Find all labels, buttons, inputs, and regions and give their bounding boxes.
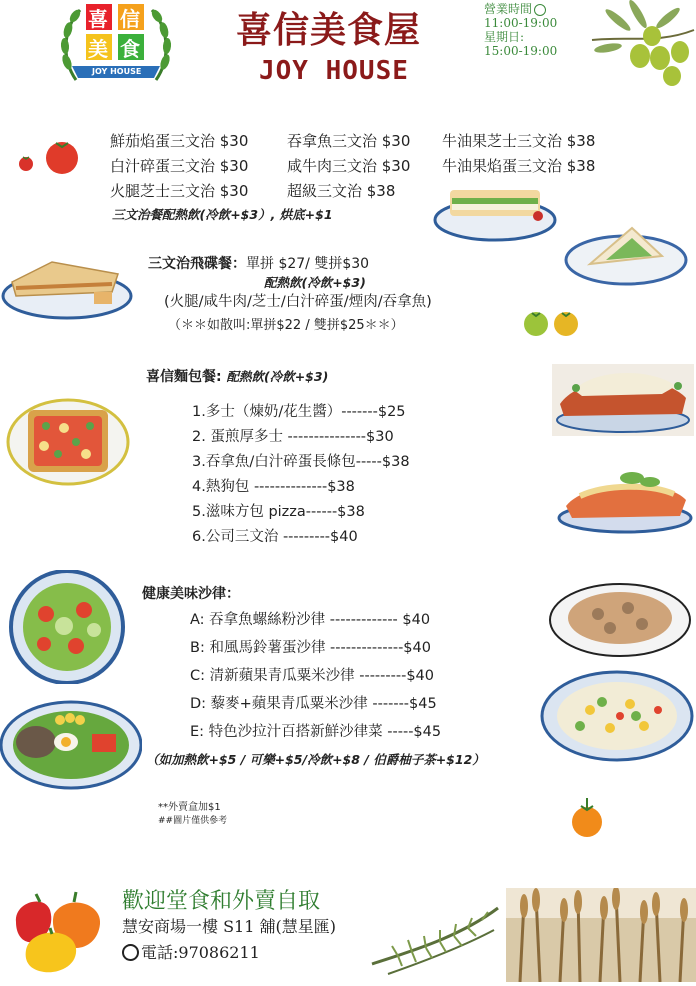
sandwich-item: 吞拿魚三文治 $30 <box>287 132 411 150</box>
logo <box>58 0 174 90</box>
tomatoes-image <box>18 138 80 178</box>
egg-roll-image <box>552 364 694 436</box>
salad-item: B: 和風馬鈴薯蛋沙律 --------------$40 <box>190 640 431 656</box>
logo-banner-text: JOY HOUSE <box>92 67 142 76</box>
phone-line <box>122 940 260 963</box>
pizza-toast-image <box>6 396 130 486</box>
wheat-field-image <box>506 888 696 982</box>
welcome-text: 歡迎堂食和外賣自取 <box>122 889 321 914</box>
orange-tomato-image <box>570 794 604 840</box>
salad-item: C: 清新蘋果青瓜粟米沙律 ---------$40 <box>190 668 434 684</box>
sandwich-bowl-image <box>562 220 690 286</box>
sandwich-item: 牛油果焰蛋三文治 $38 <box>442 157 596 175</box>
garden-salad-image <box>6 570 128 684</box>
laurel-wreath-icon <box>58 0 174 90</box>
bread-item: 4.熱狗包 --------------$38 <box>192 479 355 495</box>
hours-sunday: 15:00-19:00 <box>484 44 558 58</box>
phone-number: 電話:97086211 <box>141 943 260 962</box>
olive-branch-image <box>588 0 696 92</box>
clock-icon <box>534 4 546 16</box>
salad-title: 健康美味沙律： <box>142 586 240 602</box>
flying-saucer-title: 三文治飛碟餐：單拼 $27/ 雙拼$30 <box>148 256 370 272</box>
sandwich-item: 白汁碎蛋三文治 $30 <box>110 157 249 175</box>
sandwich-item: 咸牛肉三文治 $30 <box>287 157 411 175</box>
takeaway-box-note: **外賣盒加$1 <box>158 802 221 813</box>
sandwich-plate-image <box>432 180 558 242</box>
rosemary-image <box>368 890 502 978</box>
hours-label: 營業時間 <box>484 2 533 16</box>
opening-hours <box>484 2 557 58</box>
flying-saucer-plate-image <box>0 252 134 322</box>
whatsapp-icon <box>122 944 139 961</box>
bread-item: 6.公司三文治 ---------$40 <box>192 529 358 545</box>
tuna-pasta-salad-image <box>548 578 692 658</box>
salad-item: D: 藜麥+蘋果青瓜粟米沙律 -------$45 <box>190 696 437 712</box>
cherry-tomatoes-image <box>522 308 582 338</box>
address-text: 慧安商場一樓 S11 舖(慧星匯) <box>122 917 336 936</box>
bread-set-drink: 配熱飲(冷飲+$3) <box>226 369 329 384</box>
sandwich-item: 牛油果芝士三文治 $38 <box>442 132 596 150</box>
salad-item: E: 特色沙拉汁百搭新鮮沙律菜 -----$45 <box>190 724 442 740</box>
sunday-label: 星期日: <box>484 30 525 44</box>
flying-saucer-drink: 配熱飲(冷飲+$3) <box>264 275 366 290</box>
sandwich-item: 火腿芝士三文治 $30 <box>110 182 249 200</box>
photo-reference-note: ##圖片僅供參考 <box>158 816 228 826</box>
logo-char-4: 食 <box>120 37 140 61</box>
flying-saucer-takeaway-price: （＊＊如散叫:單拼$22 / 雙拼$25＊＊） <box>168 318 404 333</box>
logo-char-3: 美 <box>88 37 108 61</box>
quinoa-salad-image <box>0 700 142 790</box>
restaurant-name-english: JOY HOUSE <box>259 56 409 86</box>
flying-saucer-fillings: (火腿/咸牛肉/芝士/白汁碎蛋/煙肉/吞拿魚) <box>164 294 432 310</box>
hours-weekday: 11:00-19:00 <box>484 16 558 30</box>
bread-item: 1.多士（煉奶/花生醬）-------$25 <box>192 404 406 420</box>
bread-item: 2. 蛋煎厚多士 ---------------$30 <box>192 429 394 445</box>
sandwich-item: 超級三文治 $38 <box>287 182 396 200</box>
sandwich-set-note: 三文治餐配熱飲(冷飲+$3）, 烘底+$1 <box>112 207 333 222</box>
logo-char-1: 喜 <box>88 7 108 31</box>
flying-saucer-price: 單拼 $27/ 雙拼$30 <box>246 256 370 272</box>
salad-addons: （如加熱飲+$5 / 可樂+$5/冷飲+$8 / 伯爵柚子茶+$12） <box>146 752 485 767</box>
bread-item: 3.吞拿魚/白汁碎蛋長條包-----$38 <box>192 454 410 470</box>
hot-dog-image <box>556 466 694 536</box>
bread-item: 5.滋味方包 pizza------$38 <box>192 504 365 520</box>
logo-char-2: 信 <box>120 7 140 31</box>
salad-item: A: 吞拿魚螺絲粉沙律 ------------- $40 <box>190 612 431 628</box>
sandwich-item: 鮮茄焰蛋三文治 $30 <box>110 132 249 150</box>
restaurant-name-chinese: 喜信美食屋 <box>236 9 422 51</box>
corn-salad-image <box>540 670 694 762</box>
bread-set-title: 喜信麵包餐: 配熱飲(冷飲+$3) <box>146 369 329 385</box>
peppers-image <box>10 888 108 974</box>
